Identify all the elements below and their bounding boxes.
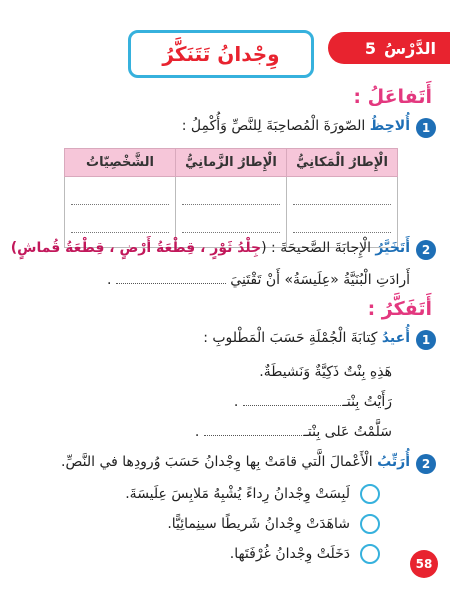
story-frame-table: [64, 148, 398, 248]
lesson-tab: [328, 32, 450, 64]
header-place: الْإِطارُ الْمَكانِيُّ: [287, 149, 398, 177]
question-4-verb: أُرَتِّبُ: [377, 454, 410, 470]
question-3-text: [203, 330, 410, 346]
section-title-think: أَتَفَكَّرُ :: [367, 298, 432, 320]
question-2-sentence-line: [107, 272, 410, 288]
question-1-instruction: الصّورَةَ الْمُصاحِبَةَ لِلنَّصِّ وَأُكْمِلُ :: [181, 118, 366, 134]
question-number-2: 2: [416, 240, 436, 260]
lesson-word: الدَّرْسُ: [383, 38, 436, 58]
question-number-1: 1: [416, 118, 436, 138]
order-option-3: دَخَلَتْ وِجْدانُ غُرْفَتَها.: [229, 546, 350, 562]
answer-blank-line-2[interactable]: [243, 394, 343, 406]
question-3-instruction: كِتابَةَ الْجُمْلَةِ حَسَبَ الْمَطْلوبِ :: [203, 330, 378, 346]
answer-blank-q2[interactable]: [116, 272, 226, 284]
question-3-verb: أُعيدُ: [381, 330, 410, 346]
question-1-verb: أُلاحِظُ: [369, 118, 410, 134]
question-4-instruction: الْأَعْمالَ الَّتي قامَتْ بِها وِجْدانُ حَسَبَ وُرودِها في النَّصِّ.: [61, 454, 373, 470]
question-2-end: .: [106, 272, 112, 288]
lesson-number: 5: [364, 38, 376, 58]
answer-cell-time[interactable]: [176, 177, 287, 248]
rewrite-line-2: [234, 394, 392, 410]
answer-blank-line-3[interactable]: [204, 424, 304, 436]
question-2-sentence: أَرادَتِ الْبُنَيَّةُ «عِلَيسَةُ» أَنْ تَقْتَنِيَ: [230, 272, 410, 288]
question-2-options: جِلْدُ ثَوْرٍ ، قِطْعَةُ أَرْضٍ ، قِطْعَةُ قُماشٍ): [10, 240, 262, 256]
order-circle-1[interactable]: [360, 484, 380, 504]
order-option-1: لَبِسَتْ وِجْدانُ رِداءً يُشْبِهُ مَلابِسَ عِلَيسَةَ.: [125, 486, 350, 502]
question-4-text: [61, 454, 410, 470]
section-title-interact: أَتَفاعَلُ :: [353, 86, 432, 108]
order-circle-2[interactable]: [360, 514, 380, 534]
question-1-text: [182, 118, 410, 134]
header-characters: الشَّخْصِيّاتُ: [65, 149, 176, 177]
lesson-title-box: [128, 30, 314, 78]
question-2-instruction: الْإِجابَةَ الصَّحيحَةَ : (: [261, 240, 371, 256]
rewrite-line-3: [195, 424, 392, 440]
order-option-2: شاهَدَتْ وِجْدانُ شَريطًا سينِمائِيًّا.: [167, 516, 350, 532]
answer-cell-place[interactable]: [287, 177, 398, 248]
answer-cell-characters[interactable]: [65, 177, 176, 248]
rewrite-line-2-text: رَأَيْتُ بِنْتـ: [342, 394, 392, 410]
header-time: الْإِطارُ الزَّمانِيُّ: [176, 149, 287, 177]
question-2-verb: أَتَخَيَّرُ: [375, 240, 410, 256]
question-number-3: 1: [416, 330, 436, 350]
rewrite-line-1: هَذِهِ بِنْتٌ ذَكِيَّةٌ وَنَشيطَةٌ.: [259, 364, 392, 380]
rewrite-line-2-end: .: [233, 394, 239, 410]
page-number: 58: [410, 550, 438, 578]
rewrite-line-3-end: .: [194, 424, 200, 440]
lesson-title: وِجْدانُ تَتَنَكَّرُ: [162, 42, 280, 66]
question-2-text: [11, 240, 410, 256]
order-circle-3[interactable]: [360, 544, 380, 564]
question-number-4: 2: [416, 454, 436, 474]
rewrite-line-3-text: سَلَّمْتُ عَلى بِنْتـ: [303, 424, 392, 440]
